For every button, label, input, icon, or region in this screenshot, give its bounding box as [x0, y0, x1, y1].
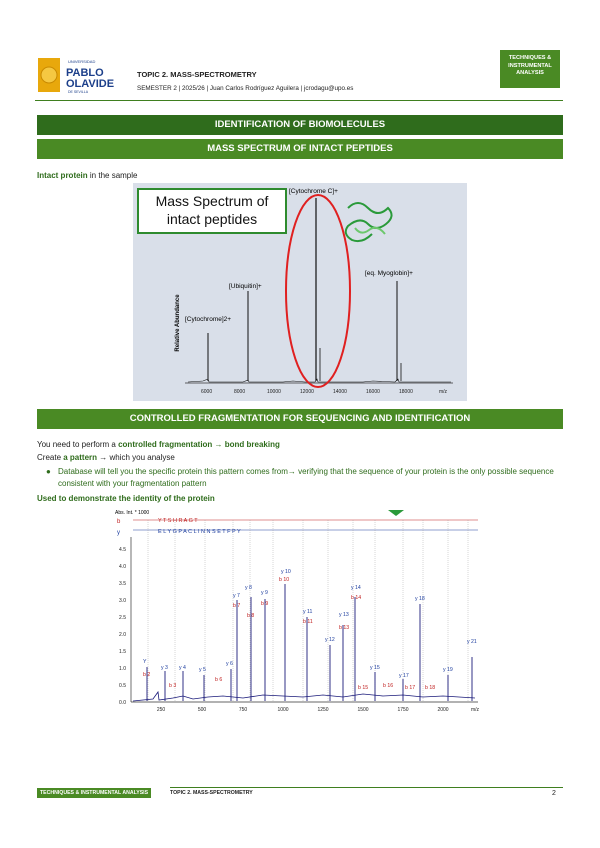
svg-text:Abs. Int. * 1000: Abs. Int. * 1000 — [115, 510, 150, 516]
svg-text:y 10: y 10 — [281, 569, 291, 575]
svg-text:3.5: 3.5 — [119, 581, 126, 587]
intact-title: MASS SPECTRUM OF INTACT PEPTIDES — [37, 139, 563, 159]
svg-text:b 15: b 15 — [358, 685, 369, 691]
svg-text:b: b — [117, 519, 121, 525]
svg-text:2.5: 2.5 — [119, 615, 126, 621]
svg-text:3.0: 3.0 — [119, 598, 126, 604]
svg-text:b 13: b 13 — [339, 625, 350, 631]
header-topic: TOPIC 2. MASS-SPECTROMETRY — [137, 70, 257, 79]
svg-text:Mass Spectrum of: Mass Spectrum of — [155, 193, 269, 209]
page-number: 2 — [552, 790, 556, 797]
svg-text:1.0: 1.0 — [119, 666, 126, 672]
peak-label-myoglobin: [eq. Myoglobin]+ — [365, 270, 413, 277]
svg-text:b 16: b 16 — [383, 683, 394, 689]
header-divider — [35, 100, 563, 101]
svg-text:2000: 2000 — [437, 707, 449, 713]
svg-text:y 14: y 14 — [351, 585, 361, 591]
svg-text:y 13: y 13 — [339, 612, 349, 618]
svg-text:b 8: b 8 — [247, 613, 255, 619]
svg-text:OLAVIDE: OLAVIDE — [66, 78, 115, 90]
svg-text:y 8: y 8 — [245, 585, 252, 591]
svg-text:Y: Y — [143, 659, 147, 665]
intact-spectrum-figure — [133, 183, 467, 401]
svg-text:m/z: m/z — [439, 389, 448, 395]
svg-text:250: 250 — [156, 707, 166, 713]
svg-text:y 19: y 19 — [443, 667, 453, 673]
peak-label-cytochrome-2plus: [Cytochrome]2+ — [185, 316, 232, 323]
svg-text:y 3: y 3 — [161, 665, 168, 671]
svg-text:12000: 12000 — [300, 389, 314, 395]
footer-divider — [170, 787, 563, 788]
svg-text:4.0: 4.0 — [119, 564, 126, 570]
svg-text:b 2: b 2 — [143, 672, 151, 678]
svg-text:y: y — [117, 530, 120, 536]
svg-text:Y T S H R A G T: Y T S H R A G T — [158, 518, 198, 524]
svg-text:b 14: b 14 — [351, 595, 362, 601]
svg-text:0.5: 0.5 — [119, 683, 126, 689]
svg-text:1500: 1500 — [357, 707, 369, 713]
fragmentation-spectrum-figure — [113, 507, 485, 719]
svg-text:y 6: y 6 — [226, 661, 233, 667]
svg-text:750: 750 — [238, 707, 248, 713]
svg-text:1.5: 1.5 — [119, 649, 126, 655]
svg-text:y 9: y 9 — [261, 590, 268, 596]
svg-text:1250: 1250 — [317, 707, 329, 713]
svg-text:b 11: b 11 — [303, 619, 313, 625]
svg-text:y 4: y 4 — [179, 665, 186, 671]
svg-text:DE SEVILLA: DE SEVILLA — [68, 90, 89, 94]
logo-text-top: UNIVERSIDAD — [68, 59, 96, 64]
university-logo — [38, 56, 134, 94]
svg-text:1000: 1000 — [277, 707, 289, 713]
footer-topic: TOPIC 2. MASS-SPECTROMETRY — [170, 790, 253, 796]
fragmentation-line2: Create a pattern → which you analyse — [37, 453, 175, 462]
fragmentation-title: CONTROLLED FRAGMENTATION FOR SEQUENCING AND IDENTIFICATION — [37, 409, 563, 429]
svg-text:10000: 10000 — [267, 389, 281, 395]
used-line: Used to demonstrate the identity of the protein — [37, 494, 215, 503]
svg-text:E L Y G P A C L I N N S: E L Y G P A C L I N N S E T F P Y — [158, 529, 241, 535]
peak-label-cytochrome-c: [Cytochrome C]+ — [289, 188, 338, 195]
svg-text:14000: 14000 — [333, 389, 347, 395]
fragmentation-bullet: ● Database will tell you the specific protein this pattern comes from→ verifying that the sequence of your protein is the only possible sequence consistent with your fragmentation pattern — [46, 467, 554, 488]
svg-text:b 10: b 10 — [279, 577, 290, 583]
svg-text:Relative Abundance: Relative Abundance — [175, 294, 181, 352]
svg-text:y 18: y 18 — [415, 596, 425, 602]
intact-line: Intact protein in the sample — [37, 171, 138, 180]
svg-text:b 9: b 9 — [261, 601, 269, 607]
peak-label-ubiquitin: [Ubiquitin]+ — [229, 283, 262, 290]
bullet-dot: ● — [46, 467, 51, 476]
svg-text:y 17: y 17 — [399, 673, 409, 679]
svg-text:m/z: m/z — [470, 707, 480, 713]
svg-text:8000: 8000 — [234, 389, 246, 395]
svg-text:b 7: b 7 — [233, 603, 241, 609]
svg-text:1750: 1750 — [397, 707, 409, 713]
svg-text:y 7: y 7 — [233, 593, 240, 599]
svg-text:b 6: b 6 — [215, 677, 223, 683]
identification-title: IDENTIFICATION OF BIOMOLECULES — [37, 115, 563, 135]
svg-text:2.0: 2.0 — [119, 632, 126, 638]
svg-text:18000: 18000 — [399, 389, 413, 395]
header-meta: SEMESTER 2 | 2025/26 | Juan Carlos Rodríguez Aguilera | jcrodagu@upo.es — [137, 85, 354, 92]
fragmentation-line1: You need to perform a controlled fragmentation → bond breaking — [37, 440, 280, 449]
svg-text:intact peptides: intact peptides — [166, 211, 258, 227]
svg-text:y 12: y 12 — [325, 637, 335, 643]
svg-text:500: 500 — [197, 707, 207, 713]
svg-text:PABLO: PABLO — [66, 67, 104, 79]
svg-text:y 11: y 11 — [303, 609, 313, 615]
svg-text:16000: 16000 — [366, 389, 380, 395]
svg-text:0.0: 0.0 — [119, 700, 126, 706]
svg-text:y 21: y 21 — [467, 639, 477, 645]
svg-text:b 18: b 18 — [425, 685, 436, 691]
svg-text:6000: 6000 — [201, 389, 213, 395]
svg-text:y 5: y 5 — [199, 667, 206, 673]
svg-text:4.5: 4.5 — [119, 547, 126, 553]
footer-tag: TECHNIQUES & INSTRUMENTAL ANALYSIS — [37, 788, 151, 798]
course-tag: TECHNIQUES & INSTRUMENTAL ANALYSIS — [500, 50, 560, 88]
svg-text:b 3: b 3 — [169, 683, 177, 689]
svg-text:y 15: y 15 — [370, 665, 380, 671]
svg-text:b 17: b 17 — [405, 685, 416, 691]
